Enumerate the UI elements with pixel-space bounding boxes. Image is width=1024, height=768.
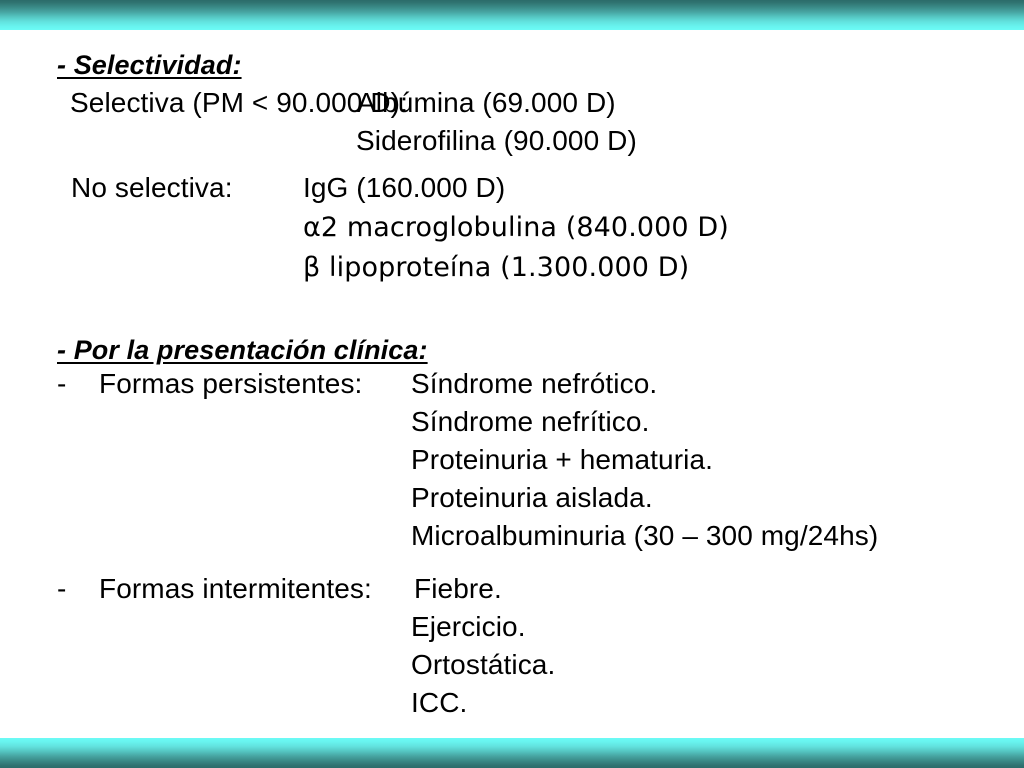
section-heading-selectividad: - Selectividad:	[57, 50, 242, 80]
label-formas-persistentes: Formas persistentes:	[99, 368, 363, 399]
value-sindrome-nefrotico: Síndrome nefrótico.	[411, 368, 658, 399]
label-formas-intermitentes: Formas intermitentes:	[99, 573, 372, 604]
value-siderofilina: Siderofilina (90.000 D)	[356, 125, 637, 156]
decorative-bottom-band	[0, 738, 1024, 768]
value-ortostatica: Ortostática.	[411, 649, 556, 680]
bullet-dash-formas-persistentes: -	[57, 368, 67, 399]
value-albumina: Albúmina (69.000 D)	[357, 87, 616, 118]
decorative-top-band	[0, 0, 1024, 30]
value-icc: ICC.	[411, 687, 468, 718]
bullet-dash-formas-intermitentes: -	[57, 573, 67, 604]
label-selectiva: Selectiva (PM < 90.000 D):	[70, 87, 408, 118]
value-igg: IgG (160.000 D)	[303, 172, 506, 203]
section-heading-presentacion-clinica: - Por la presentación clínica:	[57, 335, 428, 365]
value-ejercicio: Ejercicio.	[411, 611, 526, 642]
value-fiebre: Fiebre.	[414, 573, 502, 604]
label-no-selectiva: No selectiva:	[71, 172, 233, 203]
value-sindrome-nefritico: Síndrome nefrítico.	[411, 406, 650, 437]
value-microalbuminuria: Microalbuminuria (30 – 300 mg/24hs)	[411, 520, 879, 551]
value-alfa2-macroglobulina: α2 macroglobulina (840.000 D)	[303, 212, 729, 243]
value-proteinuria-hematuria: Proteinuria + hematuria.	[411, 444, 714, 475]
value-beta-lipoproteina: β lipoproteína (1.300.000 D)	[303, 252, 690, 283]
slide-content	[0, 30, 1024, 738]
value-proteinuria-aislada: Proteinuria aislada.	[411, 482, 653, 513]
